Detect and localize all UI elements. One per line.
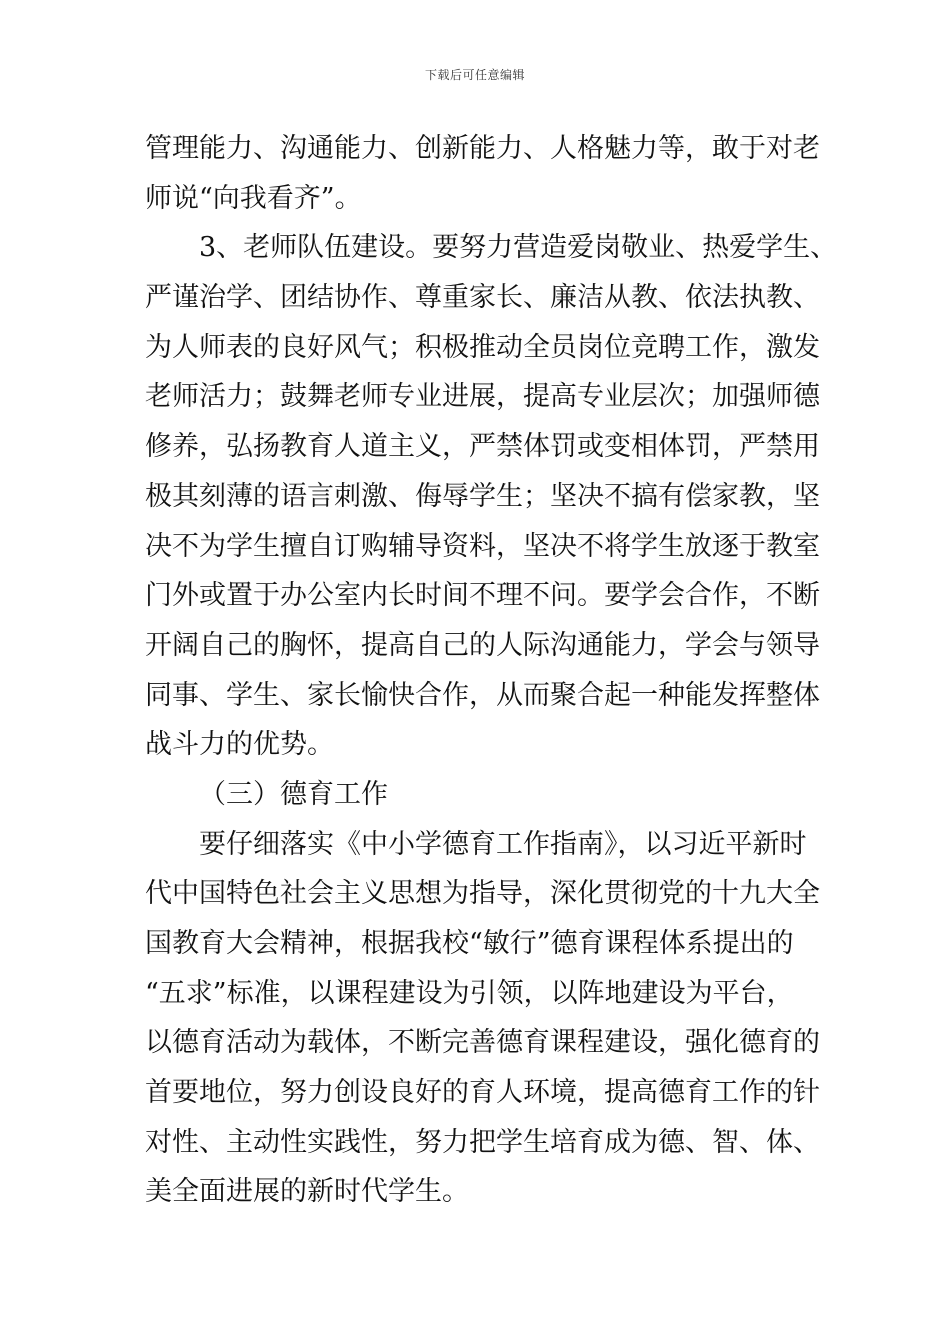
text-line: 为人师表的良好风气；积极推动全员岗位竞聘工作，激发	[145, 331, 820, 363]
paragraph-start-line: 3、老师队伍建设。要努力营造爱岗敬业、热爱学生、	[199, 232, 838, 264]
text-line: 开阔自己的胸怀，提高自己的人际沟通能力，学会与领导	[145, 629, 820, 661]
paragraph-start-line: 要仔细落实《中小学德育工作指南》，以习近平新时	[199, 828, 807, 860]
section-heading: （三）德育工作	[199, 778, 388, 810]
text-line: 师说“向我看齐”。	[145, 182, 362, 214]
text-line: 战斗力的优势。	[145, 729, 334, 761]
text-line: 严谨治学、团结协作、尊重家长、廉洁从教、依法执教、	[145, 282, 820, 314]
text-line: 美全面进展的新时代学生。	[145, 1176, 469, 1208]
text-line: 同事、学生、家长愉快合作，从而聚合起一种能发挥整体	[145, 679, 820, 711]
text-line: 决不为学生擅自订购辅导资料，坚决不将学生放逐于教室	[145, 530, 820, 562]
text-line: 国教育大会精神，根据我校“敏行”德育课程体系提出的	[145, 928, 794, 959]
document-body	[145, 124, 838, 1217]
text-line: 首要地位，努力创设良好的育人环境，提高德育工作的针	[145, 1077, 820, 1109]
text-line: 对性、主动性实践性，努力把学生培育成为德、智、体、	[145, 1126, 820, 1158]
text-line: 以德育活动为载体，不断完善德育课程建设，强化德育的	[145, 1027, 820, 1059]
page-header: 下载后可任意编辑	[424, 68, 525, 82]
text-line: “五求”标准，以课程建设为引领，以阵地建设为平台，	[145, 977, 794, 1009]
text-line: 管理能力、沟通能力、创新能力、人格魅力等，敢于对老	[145, 133, 820, 164]
text-line: 门外或置于办公室内长时间不理不问。要学会合作，不断	[145, 580, 820, 612]
text-line: 代中国特色社会主义思想为指导，深化贯彻党的十九大全	[145, 878, 820, 910]
text-line: 老师活力；鼓舞老师专业进展，提高专业层次；加强师德	[145, 381, 820, 413]
text-line: 极其刻薄的语言刺激、侮辱学生；坚决不搞有偿家教，坚	[145, 480, 820, 512]
text-line: 修养，弘扬教育人道主义，严禁体罚或变相体罚，严禁用	[145, 431, 820, 463]
